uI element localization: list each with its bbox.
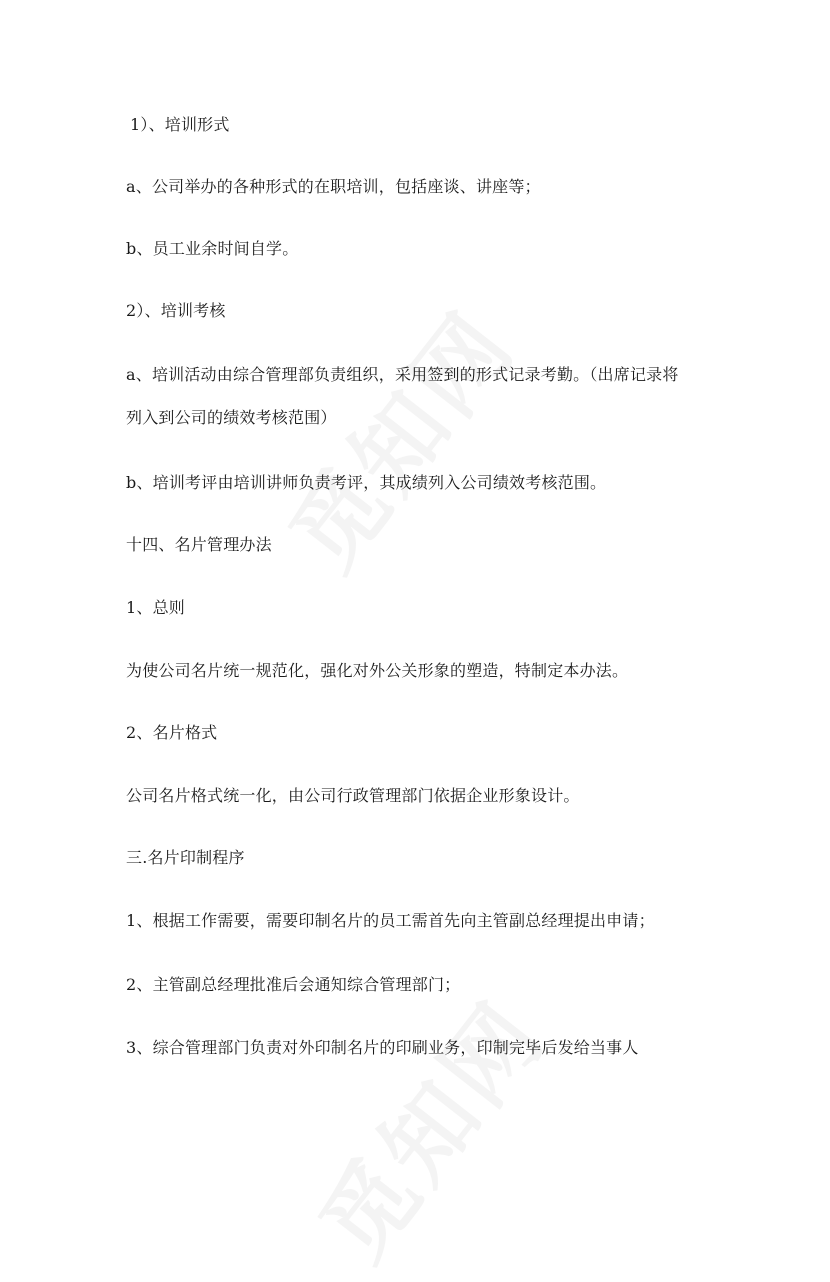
subsection-heading-training-assessment: 2）、培训考核 xyxy=(126,301,226,320)
paragraph: a、公司举办的各种形式的在职培训，包括座谈、讲座等； xyxy=(126,177,541,196)
paragraph: 2、主管副总经理批准后会通知综合管理部门； xyxy=(126,975,461,994)
subsection-heading-training-form: 1）、培训形式 xyxy=(130,115,230,134)
paragraph: 3、综合管理部门负责对外印制名片的印刷业务，印制完毕后发给当事人 xyxy=(126,1038,639,1057)
paragraph: 公司名片格式统一化，由公司行政管理部门依据企业形象设计。 xyxy=(126,786,580,805)
paragraph: b、培训考评由培训讲师负责考评，其成绩列入公司绩效考核范围。 xyxy=(126,473,607,492)
watermark xyxy=(254,280,539,593)
paragraph: 1、根据工作需要，需要印制名片的员工需首先向主管副总经理提出申请； xyxy=(126,911,655,930)
subsection-heading-card-format: 2、名片格式 xyxy=(126,723,218,742)
subsection-heading-printing-procedure: 三.名片印制程序 xyxy=(126,848,245,867)
section-heading-business-card: 十四、名片管理办法 xyxy=(126,535,272,554)
watermark xyxy=(284,970,569,1282)
paragraph: b、员工业余时间自学。 xyxy=(126,239,299,258)
subsection-heading-general: 1、总则 xyxy=(126,598,185,617)
paragraph: 为使公司名片统一规范化，强化对外公关形象的塑造，特制定本办法。 xyxy=(126,661,629,680)
paragraph-continuation: 列入到公司的绩效考核范围） xyxy=(126,408,337,427)
paragraph: a、培训活动由综合管理部负责组织，采用签到的形式记录考勤。（出席记录将 xyxy=(126,365,679,384)
